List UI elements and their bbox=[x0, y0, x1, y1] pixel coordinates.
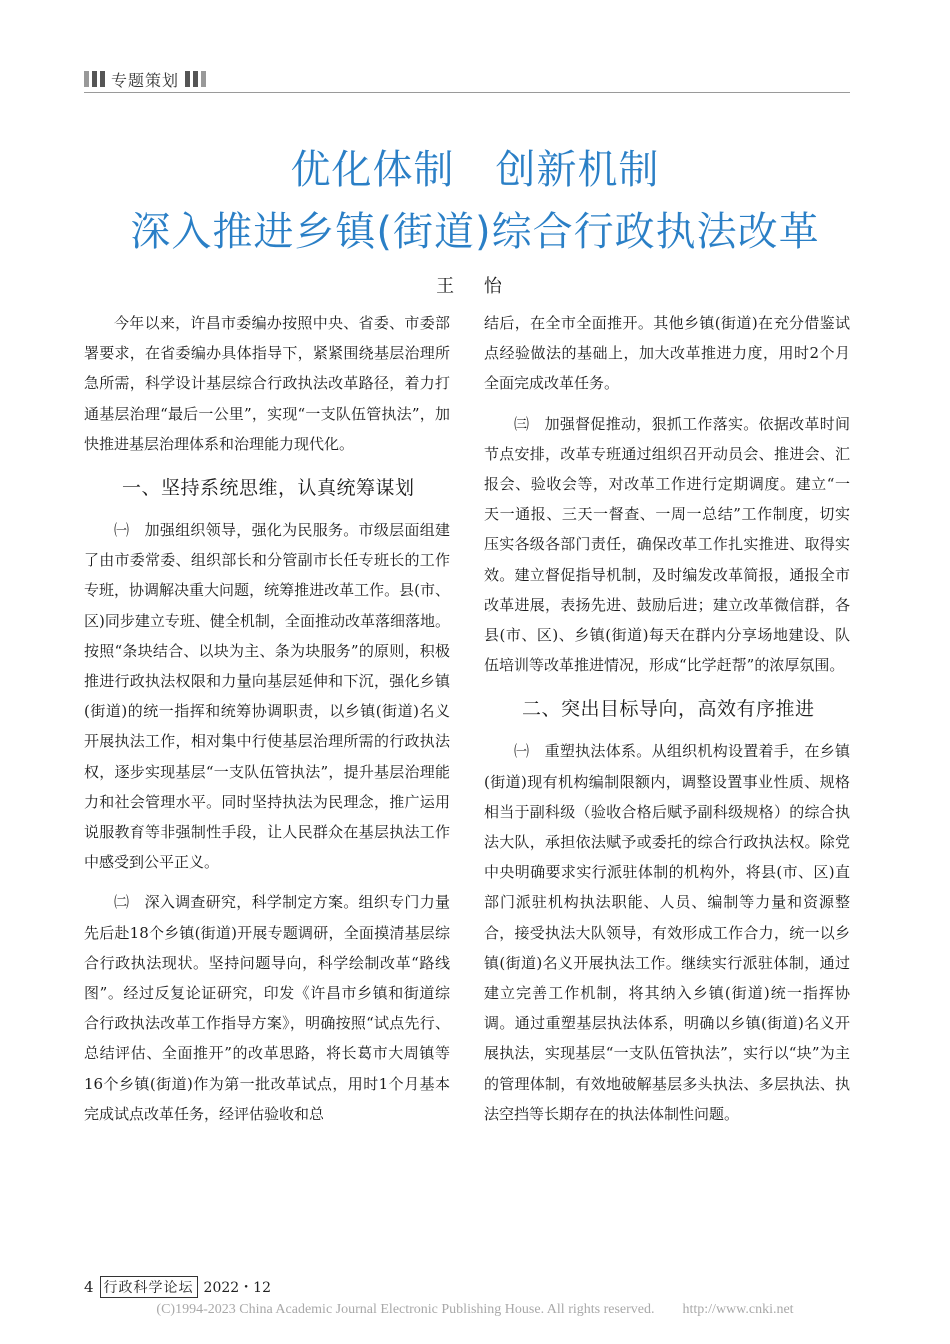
header-bars-right-icon bbox=[185, 71, 206, 87]
journal-name: 行政科学论坛 bbox=[100, 1276, 198, 1298]
paragraph-4: ㈠ 重塑执法体系。从组织机构设置着手，在乡镇(街道)现有机构编制限额内，调整设置事业性质、规格相当于副科级（验收合格后赋予副科级规格）的综合执法大队，承担依法赋予或委托的综合行政执法权。除党中央明确要求实行派驻体制的机构外，将县(市、区)直部门派驻机构执法职能、人员、编制等力量和资源整合，接受执法大队领导，有效形成工作合力，统一以乡镇(街道)名义开展执法工作。继续实行派驻体制，通过建立完善工作机制，将其纳入乡镇(街道)统一指挥协调。通过重塑基层执法体系，明确以乡镇(街道)名义开展执法，实现基层“一支队伍管执法”，实行以“块”为主的管理体制，有效地破解基层多头执法、多层执法、执法空挡等长期存在的执法体制性问题。 bbox=[484, 742, 850, 1123]
paragraph-2: ㈡ 深入调查研究，科学制定方案。组织专门力量先后赴18个乡镇(街道)开展专题调研，全面摸清基层综合行政执法现状。坚持问题导向，科学绘制改革“路线图”。经过反复论证研究，印发《许昌市乡镇和街道综合行政执法改革工作指导方案》，明确按照“试点先行、总结评估、全面推开”的改革思路，将长葛市大周镇等16个乡镇(街道)作为第一批改革试点，用时1个月基本完成试点改革任务，经评估验收和总 bbox=[84, 893, 450, 1123]
right-column bbox=[484, 308, 850, 1129]
section-header bbox=[84, 66, 850, 93]
paragraph-3: ㈢ 加强督促推动，狠抓工作落实。依据改革时间节点安排，改革专班通过组织召开动员会、推进会、汇报会、验收会等，对改革工作进行定期调度。建立“一天一通报、三天一督查、一周一总结”工作制度，切实压实各级各部门责任，确保改革工作扎实推进、取得实效。建立督促指导机制，及时编发改革简报，通报全市改革进展，表扬先进、鼓励后进；建立改革微信群，各县(市、区)、乡镇(街道)每天在群内分享场地建设、队伍培训等改革推进情况，形成“比学赶帮”的浓厚氛围。 bbox=[484, 414, 850, 675]
copyright-watermark: (C)1994-2023 China Academic Journal Electronic Publishing House. All rights reserved. http://www.cnki.net bbox=[156, 1302, 794, 1317]
issue-number: 2022・12 bbox=[203, 1280, 271, 1296]
header-bars-left-icon bbox=[84, 71, 105, 87]
section-heading-2: 二、突出目标导向，高效有序推进 bbox=[522, 698, 815, 721]
article-title-line1: 优化体制 创新机制 bbox=[290, 147, 660, 193]
intro-paragraph: 今年以来，许昌市委编办按照中央、省委、市委部署要求，在省委编办具体指导下，紧紧围绕基层治理所急所需，科学设计基层综合行政执法改革路径，着力打通基层治理“最后一公里”，实现“一支队伍管执法”，加快推进基层治理体系和治理能力现代化。 bbox=[84, 314, 450, 453]
page-footer bbox=[84, 1276, 271, 1298]
section-label: 专题策划 bbox=[111, 70, 180, 90]
author-name: 王 怡 bbox=[436, 276, 514, 297]
section-heading-1: 一、坚持系统思维，认真统筹谋划 bbox=[122, 477, 415, 500]
page-number: 4 bbox=[84, 1278, 94, 1296]
paragraph-2-continued: 结后，在全市全面推开。其他乡镇(街道)在充分借鉴试点经验做法的基础上，加大改革推进力度，用时2个月全面完成改革任务。 bbox=[484, 314, 850, 393]
paragraph-1: ㈠ 加强组织领导，强化为民服务。市级层面组建了由市委常委、组织部长和分管副市长任专班长的工作专班，协调解决重大问题，统筹推进改革工作。县(市、区)同步建立专班、健全机制，全面推动改革落细落地。按照“条块结合、以块为主、条为块服务”的原则，积极推进行政执法权限和力量向基层延伸和下沉，强化乡镇(街道)的统一指挥和统筹协调职责，以乡镇(街道)名义开展执法工作，相对集中行使基层治理所需的行政执法权，逐步实现基层“一支队伍管执法”，提升基层治理能力和社会管理水平。同时坚持执法为民理念，推广运用说服教育等非强制性手段，让人民群众在基层执法工作中感受到公平正义。 bbox=[84, 521, 450, 872]
article-title-line2: 深入推进乡镇(街道)综合行政执法改革 bbox=[130, 209, 820, 255]
left-column bbox=[84, 308, 450, 1129]
